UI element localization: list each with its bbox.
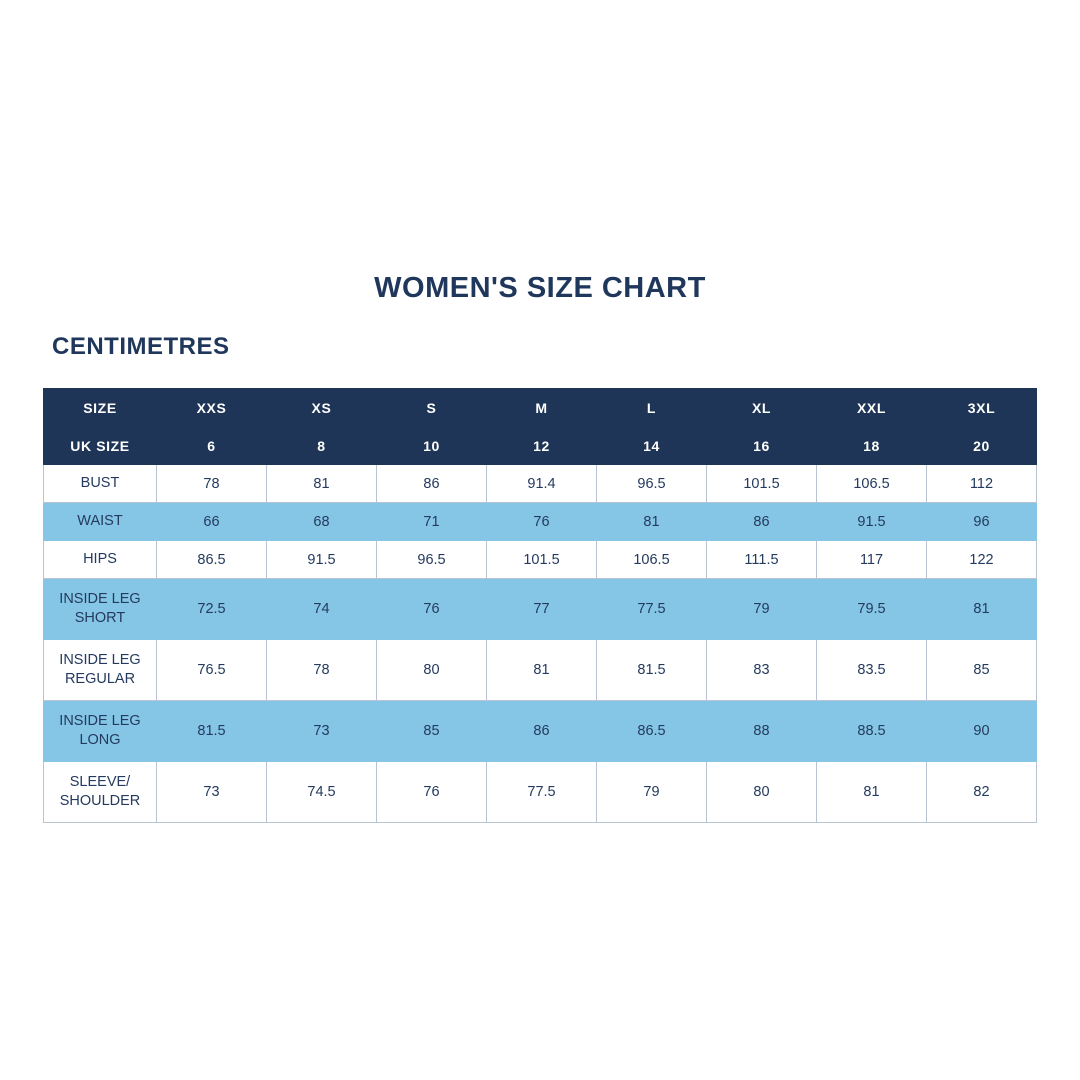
cell: 111.5 [707,541,817,579]
cell: 86 [377,465,487,503]
row-label-line-1: SLEEVE/ [69,774,131,791]
row-label-line-2: REGULAR [64,671,136,687]
cell: 81.5 [157,701,267,762]
table-header-row-uk-size [44,427,1037,465]
table-row [44,465,1037,503]
header-cell-m: M [487,389,597,427]
row-label-inside-leg-short [44,579,157,640]
cell: 85 [927,640,1037,701]
cell: 81 [597,503,707,541]
cell: 78 [267,640,377,701]
cell: 71 [377,503,487,541]
cell: 96 [927,503,1037,541]
cell: 106.5 [817,465,927,503]
cell: 122 [927,541,1037,579]
cell: 79 [597,762,707,823]
table-header-row-size [44,389,1037,427]
cell: 73 [267,701,377,762]
row-label-line-1: INSIDE LEG [59,652,141,669]
row-label-hips: HIPS [44,541,157,579]
size-chart-body [44,389,1037,823]
cell: 77.5 [597,579,707,640]
cell: 76 [377,762,487,823]
header-cell-xxl: XXL [817,389,927,427]
cell: 78 [157,465,267,503]
cell: 81 [487,640,597,701]
uk-size-cell-8: 20 [927,427,1037,465]
cell: 85 [377,701,487,762]
row-label-inside-leg-regular [44,640,157,701]
uk-size-cell-3: 10 [377,427,487,465]
cell: 81 [817,762,927,823]
cell: 73 [157,762,267,823]
cell: 66 [157,503,267,541]
row-label-sleeve-shoulder [44,762,157,823]
cell: 106.5 [597,541,707,579]
cell: 76 [487,503,597,541]
cell: 81.5 [597,640,707,701]
uk-size-cell-7: 18 [817,427,927,465]
cell: 101.5 [487,541,597,579]
cell: 86.5 [157,541,267,579]
cell: 79 [707,579,817,640]
header-cell-xs: XS [267,389,377,427]
table-row [44,503,1037,541]
cell: 91.5 [817,503,927,541]
uk-size-cell-2: 8 [267,427,377,465]
cell: 72.5 [157,579,267,640]
uk-size-cell-5: 14 [597,427,707,465]
uk-size-cell-1: 6 [157,427,267,465]
row-label-line-2: LONG [79,732,121,748]
table-row [44,701,1037,762]
cell: 77 [487,579,597,640]
cell: 81 [927,579,1037,640]
cell: 80 [377,640,487,701]
header-label-size: SIZE [44,389,157,427]
cell: 68 [267,503,377,541]
cell: 86 [487,701,597,762]
header-cell-3xl: 3XL [927,389,1037,427]
uk-size-cell-6: 16 [707,427,817,465]
table-row [44,541,1037,579]
cell: 86.5 [597,701,707,762]
header-cell-xl: XL [707,389,817,427]
header-cell-l: L [597,389,707,427]
cell: 96.5 [597,465,707,503]
page-title: WOMEN'S SIZE CHART [374,272,706,304]
cell: 77.5 [487,762,597,823]
row-label-waist: WAIST [44,503,157,541]
cell: 96.5 [377,541,487,579]
units-heading: CENTIMETRES [52,333,230,360]
cell: 117 [817,541,927,579]
cell: 81 [267,465,377,503]
header-cell-xxs: XXS [157,389,267,427]
cell: 76 [377,579,487,640]
cell: 83.5 [817,640,927,701]
cell: 88 [707,701,817,762]
row-label-line-2: SHORT [74,610,126,626]
row-label-line-2: SHOULDER [59,793,141,809]
cell: 74.5 [267,762,377,823]
cell: 79.5 [817,579,927,640]
row-label-inside-leg-long [44,701,157,762]
row-label-line-1: INSIDE LEG [59,591,141,608]
header-cell-s: S [377,389,487,427]
cell: 101.5 [707,465,817,503]
table-row [44,640,1037,701]
cell: 86 [707,503,817,541]
cell: 76.5 [157,640,267,701]
cell: 90 [927,701,1037,762]
cell: 91.4 [487,465,597,503]
cell: 88.5 [817,701,927,762]
table-row [44,579,1037,640]
table-row [44,762,1037,823]
cell: 112 [927,465,1037,503]
size-chart-table-wrap [43,388,1037,823]
row-label-bust: BUST [44,465,157,503]
size-chart-table [43,388,1037,823]
cell: 91.5 [267,541,377,579]
cell: 83 [707,640,817,701]
cell: 74 [267,579,377,640]
cell: 80 [707,762,817,823]
header-label-uk-size: UK SIZE [44,427,157,465]
cell: 82 [927,762,1037,823]
uk-size-cell-4: 12 [487,427,597,465]
row-label-line-1: INSIDE LEG [59,713,141,730]
